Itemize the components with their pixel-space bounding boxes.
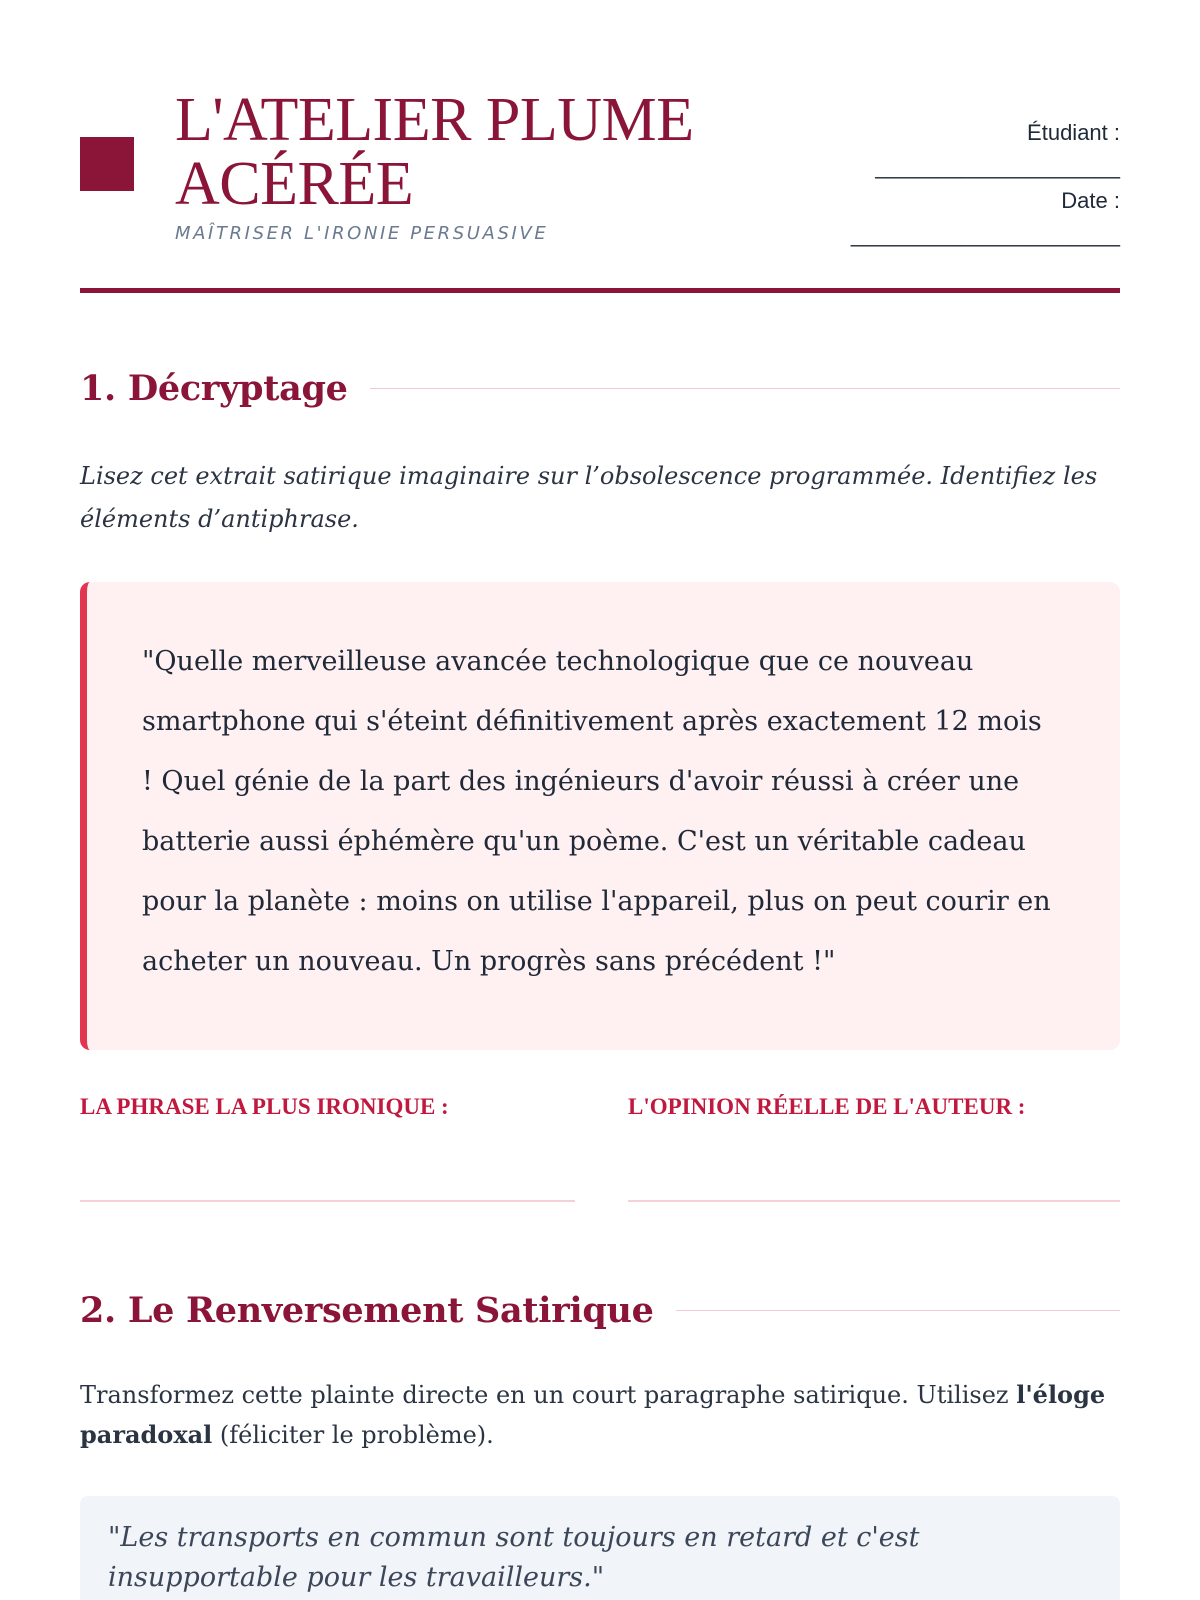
- section-1-rule: [370, 388, 1120, 389]
- author-opinion-answer-line[interactable]: [628, 1200, 1120, 1202]
- section-1-instructions: Lisez cet extrait satirique imaginaire sur l’obsolescence programmée. Identifiez les éléments d’antiphrase.: [80, 462, 1098, 533]
- worksheet-subtitle: MAÎTRISER L'IRONIE PERSUASIVE: [175, 223, 549, 244]
- satirical-excerpt-box: [80, 582, 1120, 1050]
- header-divider: [80, 288, 1120, 293]
- section-2-instructions-start: Transformez cette plainte directe en un court paragraphe satirique. Utilisez: [80, 1381, 1017, 1409]
- date-field[interactable]: ______________________: [850, 222, 1120, 247]
- student-meta: [851, 116, 1120, 252]
- student-name-field[interactable]: ____________________: [875, 154, 1120, 179]
- worksheet-title: L'ATELIER PLUME ACÉRÉE: [175, 86, 694, 218]
- author-opinion-label: L'OPINION RÉELLE DE L'AUTEUR :: [628, 1094, 1026, 1119]
- complaint-example: "Les transports en commun sont toujours en retard et c'est insupportable pour les travailleurs.": [108, 1522, 920, 1593]
- section-1-header: [80, 368, 1120, 409]
- logo-square-icon: [80, 137, 134, 191]
- satirical-excerpt: "Quelle merveilleuse avancée technologique que ce nouveau smartphone qui s'éteint définitivement après exactement 12 mois ! Quel génie de la part des ingénieurs d'avoir réussi à créer une batterie aussi éphémère qu'un poème. C'est un véritable cadeau pour la planète : moins on utilise l'appareil, plus on peut courir en acheter un nouveau. Un progrès sans précédent !": [142, 646, 1051, 977]
- section-2-rule: [676, 1310, 1120, 1311]
- section-2-instructions-bold: l'éloge paradoxal: [80, 1380, 1106, 1449]
- ironic-phrase-label: LA PHRASE LA PLUS IRONIQUE :: [80, 1094, 449, 1119]
- section-2-title: 2. Le Renversement Satirique: [80, 1290, 654, 1331]
- section-1-title: 1. Décryptage: [80, 368, 348, 409]
- section-2-header: [80, 1290, 1120, 1331]
- ironic-phrase-answer-line[interactable]: [80, 1200, 575, 1202]
- section-2-instructions-end: (féliciter le problème).: [212, 1421, 494, 1449]
- section-2-instructions: [80, 1375, 1120, 1455]
- student-label: Étudiant :: [1027, 120, 1120, 145]
- date-label: Date :: [1061, 188, 1120, 213]
- complaint-example-box: [80, 1496, 1120, 1600]
